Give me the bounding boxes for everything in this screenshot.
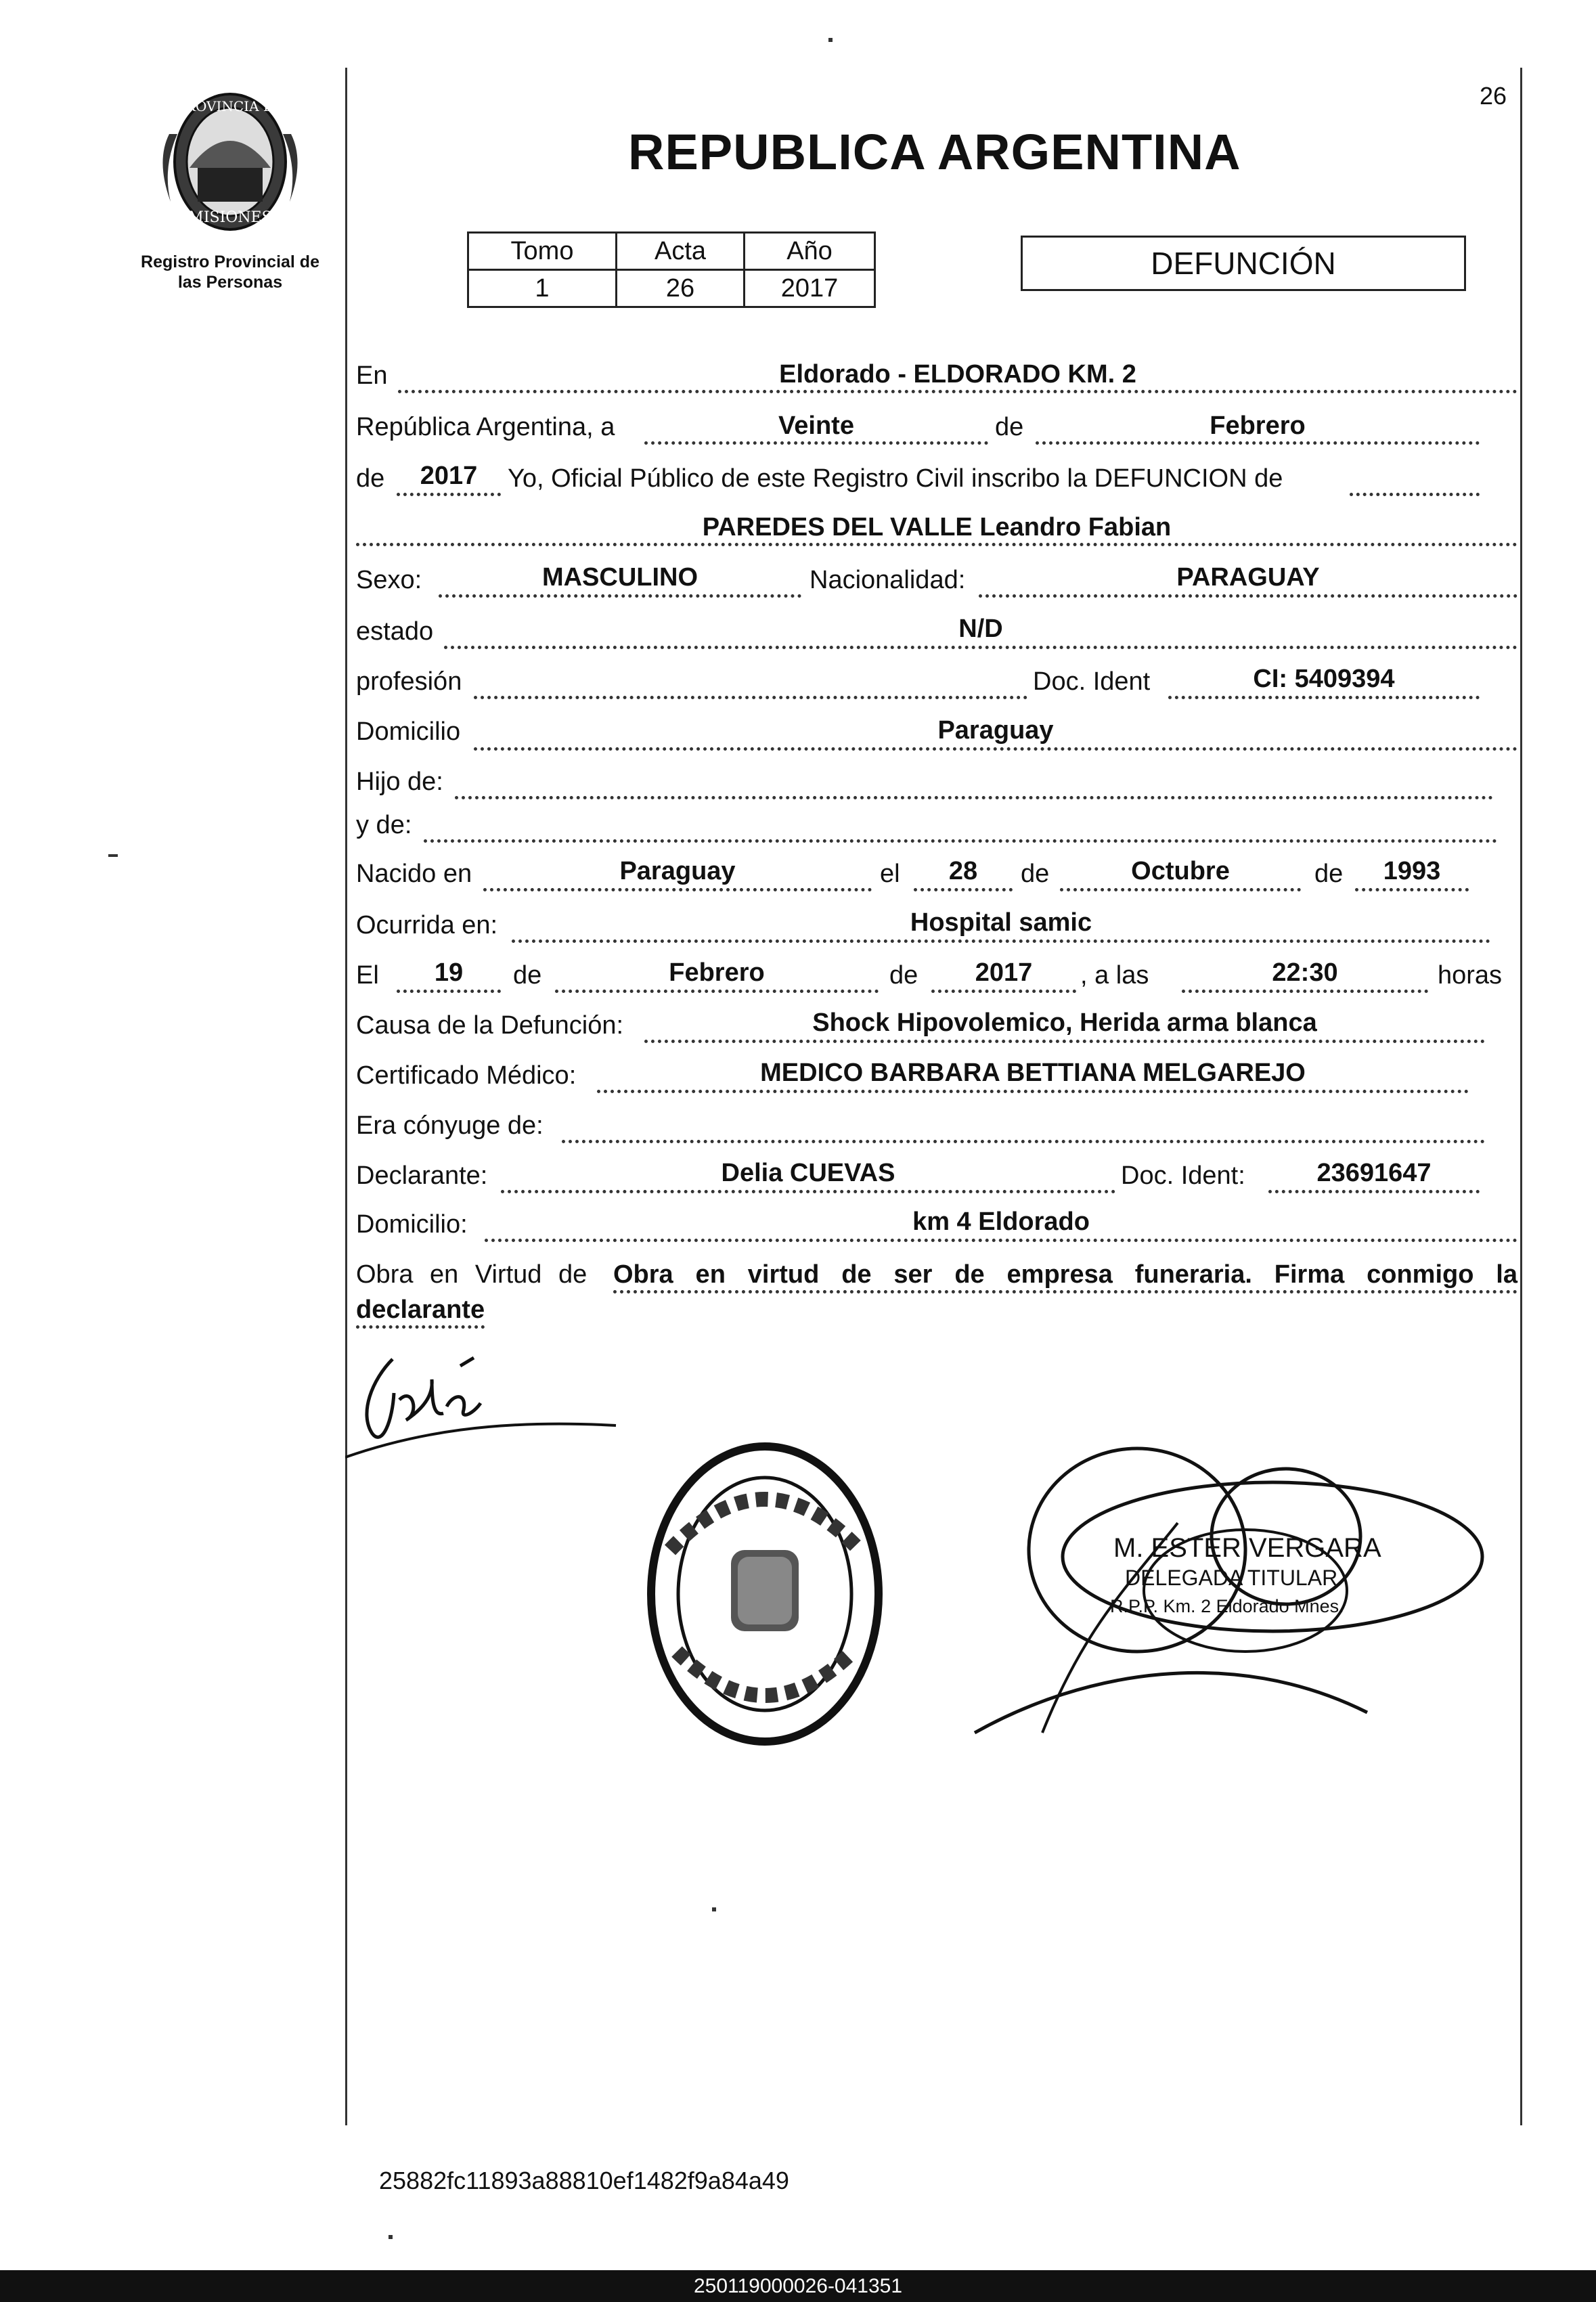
- field-anio: 2017: [420, 462, 478, 490]
- field-ocurrida-en: Hospital samic: [910, 908, 1092, 937]
- dotted-line: [485, 1239, 1517, 1242]
- field-certificado: MEDICO BARBARA BETTIANA MELGAREJO: [760, 1059, 1306, 1087]
- barcode-strip: [0, 2270, 1596, 2302]
- registrar-stamp: [948, 1415, 1503, 1767]
- dotted-line: [644, 1040, 1485, 1043]
- label-doc-ident2: Doc. Ident:: [1121, 1161, 1245, 1190]
- left-border-line: [345, 68, 347, 2125]
- label-estado: estado: [356, 617, 434, 646]
- field-nac-mes: Octubre: [1131, 857, 1230, 885]
- label-de: de: [1021, 860, 1050, 888]
- label-nacido-en: Nacido en: [356, 860, 472, 888]
- dotted-line: [444, 646, 1517, 649]
- label-de: de: [1314, 860, 1344, 888]
- dotted-line: [1355, 888, 1469, 891]
- record-table-header: Año: [745, 233, 875, 270]
- field-def-mes: Febrero: [669, 958, 765, 987]
- label-de: de: [356, 464, 385, 493]
- record-type-box: DEFUNCIÓN: [1021, 236, 1466, 291]
- dotted-line: [501, 1190, 1115, 1193]
- label-profesion: profesión: [356, 667, 462, 696]
- label-causa: Causa de la Defunción:: [356, 1011, 624, 1040]
- label-sexo: Sexo:: [356, 566, 422, 594]
- field-def-dia: 19: [434, 958, 464, 987]
- label-ocurrida-en: Ocurrida en:: [356, 911, 498, 939]
- dotted-line: [483, 888, 872, 891]
- label-nacionalidad: Nacionalidad:: [810, 566, 966, 594]
- label-en: En: [356, 361, 388, 390]
- label-de: de: [513, 961, 542, 990]
- dotted-line: [1060, 888, 1301, 891]
- label-domicilio: Domicilio: [356, 717, 461, 746]
- label-de: de: [995, 413, 1024, 441]
- dotted-line: [914, 888, 1013, 891]
- field-nacido-en: Paraguay: [619, 857, 736, 885]
- dotted-line: [474, 747, 1517, 751]
- dotted-line: [439, 594, 801, 598]
- dotted-line: [644, 441, 988, 445]
- dotted-line: [979, 594, 1517, 598]
- dotted-line: [397, 493, 501, 496]
- seal-bottom-text: MISIONES: [188, 209, 272, 226]
- registry-name-line1: Registro Provincial de: [141, 252, 319, 271]
- field-def-hora: 22:30: [1272, 958, 1338, 987]
- record-table-value-row: [468, 270, 875, 307]
- field-estado: N/D: [958, 615, 1003, 643]
- field-nac-dia: 28: [948, 857, 978, 885]
- scan-mark: [828, 38, 833, 42]
- seal-top-text: PROVINCIA DE: [176, 98, 284, 114]
- right-border-line: [1520, 68, 1522, 2125]
- field-nombre: PAREDES DEL VALLE Leandro Fabian: [702, 513, 1172, 541]
- record-table-cell: 2017: [745, 270, 875, 307]
- stamp-line2: DELEGADA TITULAR: [1125, 1566, 1338, 1590]
- dotted-line: [1168, 696, 1480, 699]
- field-obra-line1: Obra en virtud de ser de empresa funeraria. Firma conmigo la: [613, 1262, 1517, 1293]
- label-conyuge: Era cónyuge de:: [356, 1111, 544, 1140]
- field-doc-ident: CI: 5409394: [1253, 665, 1395, 693]
- field-declarante-doc: 23691647: [1316, 1159, 1432, 1187]
- record-table-cell: 1: [468, 270, 617, 307]
- dotted-line: [424, 839, 1497, 843]
- label-certificado: Certificado Médico:: [356, 1061, 577, 1090]
- province-seal-icon: [156, 87, 305, 237]
- dotted-line: [398, 390, 1517, 393]
- dotted-line: [455, 796, 1493, 799]
- dotted-line: [931, 990, 1076, 993]
- record-table: [467, 231, 876, 308]
- declarant-signature: [345, 1339, 629, 1474]
- dotted-line: [356, 543, 1517, 546]
- dotted-line: [1182, 990, 1428, 993]
- stamp-line1: M. ESTER VERGARA: [1113, 1533, 1381, 1563]
- label-declarante: Declarante:: [356, 1161, 488, 1190]
- label-horas: horas: [1438, 961, 1503, 990]
- field-nacionalidad: PARAGUAY: [1176, 563, 1320, 592]
- scan-mark: [712, 1907, 716, 1911]
- barcode-text: 250119000026-041351: [693, 2275, 903, 2297]
- label-hijo-de: Hijo de:: [356, 768, 443, 796]
- field-dia-letras: Veinte: [778, 412, 854, 440]
- label-y-de: y de:: [356, 811, 412, 839]
- dotted-line: [555, 990, 879, 993]
- record-table-header: Tomo: [468, 233, 617, 270]
- label-el-cap: El: [356, 961, 379, 990]
- field-mes: Febrero: [1210, 412, 1306, 440]
- label-a-las: , a las: [1080, 961, 1149, 990]
- field-nac-anio: 1993: [1383, 857, 1441, 885]
- stamp-line3: R.P.P. Km. 2 Eldorado Mnes.: [1110, 1596, 1344, 1616]
- dotted-line: [512, 939, 1490, 943]
- page-number: 26: [1480, 82, 1507, 110]
- label-el: el: [880, 860, 900, 888]
- record-table-cell: 26: [617, 270, 745, 307]
- field-causa: Shock Hipovolemico, Herida arma blanca: [812, 1009, 1317, 1037]
- dotted-line: [597, 1090, 1469, 1093]
- label-inscribo: Yo, Oficial Público de este Registro Civil inscribo la DEFUNCION de: [508, 464, 1283, 493]
- page-title: REPUBLICA ARGENTINA: [628, 124, 1241, 180]
- official-round-seal: [636, 1435, 893, 1753]
- registry-name: [122, 252, 338, 292]
- label-de: de: [889, 961, 918, 990]
- record-table-header-row: [468, 233, 875, 270]
- field-def-anio: 2017: [975, 958, 1033, 987]
- document-hash: 25882fc11893a88810ef1482f9a84a49: [379, 2167, 789, 2194]
- dotted-line: [1350, 493, 1480, 496]
- label-republica: República Argentina, a: [356, 413, 615, 441]
- field-sexo: MASCULINO: [541, 563, 699, 592]
- dotted-line: [1036, 441, 1480, 445]
- dotted-line: [562, 1140, 1485, 1143]
- field-declarante: Delia CUEVAS: [721, 1159, 895, 1187]
- label-obra: Obra en Virtud de: [356, 1260, 588, 1289]
- registry-name-line2: las Personas: [177, 273, 283, 292]
- field-domicilio: Paraguay: [937, 716, 1054, 745]
- field-obra-line2: declarante: [356, 1297, 485, 1329]
- scan-mark: [389, 2235, 393, 2239]
- field-lugar: Eldorado - ELDORADO KM. 2: [779, 360, 1136, 389]
- scan-mark: [108, 854, 118, 857]
- label-doc-ident: Doc. Ident: [1033, 667, 1151, 696]
- label-domicilio2: Domicilio:: [356, 1210, 468, 1239]
- dotted-line: [397, 990, 501, 993]
- record-table-header: Acta: [617, 233, 745, 270]
- field-declarante-domicilio: km 4 Eldorado: [912, 1208, 1090, 1236]
- dotted-line: [1268, 1190, 1480, 1193]
- dotted-line: [474, 696, 1027, 699]
